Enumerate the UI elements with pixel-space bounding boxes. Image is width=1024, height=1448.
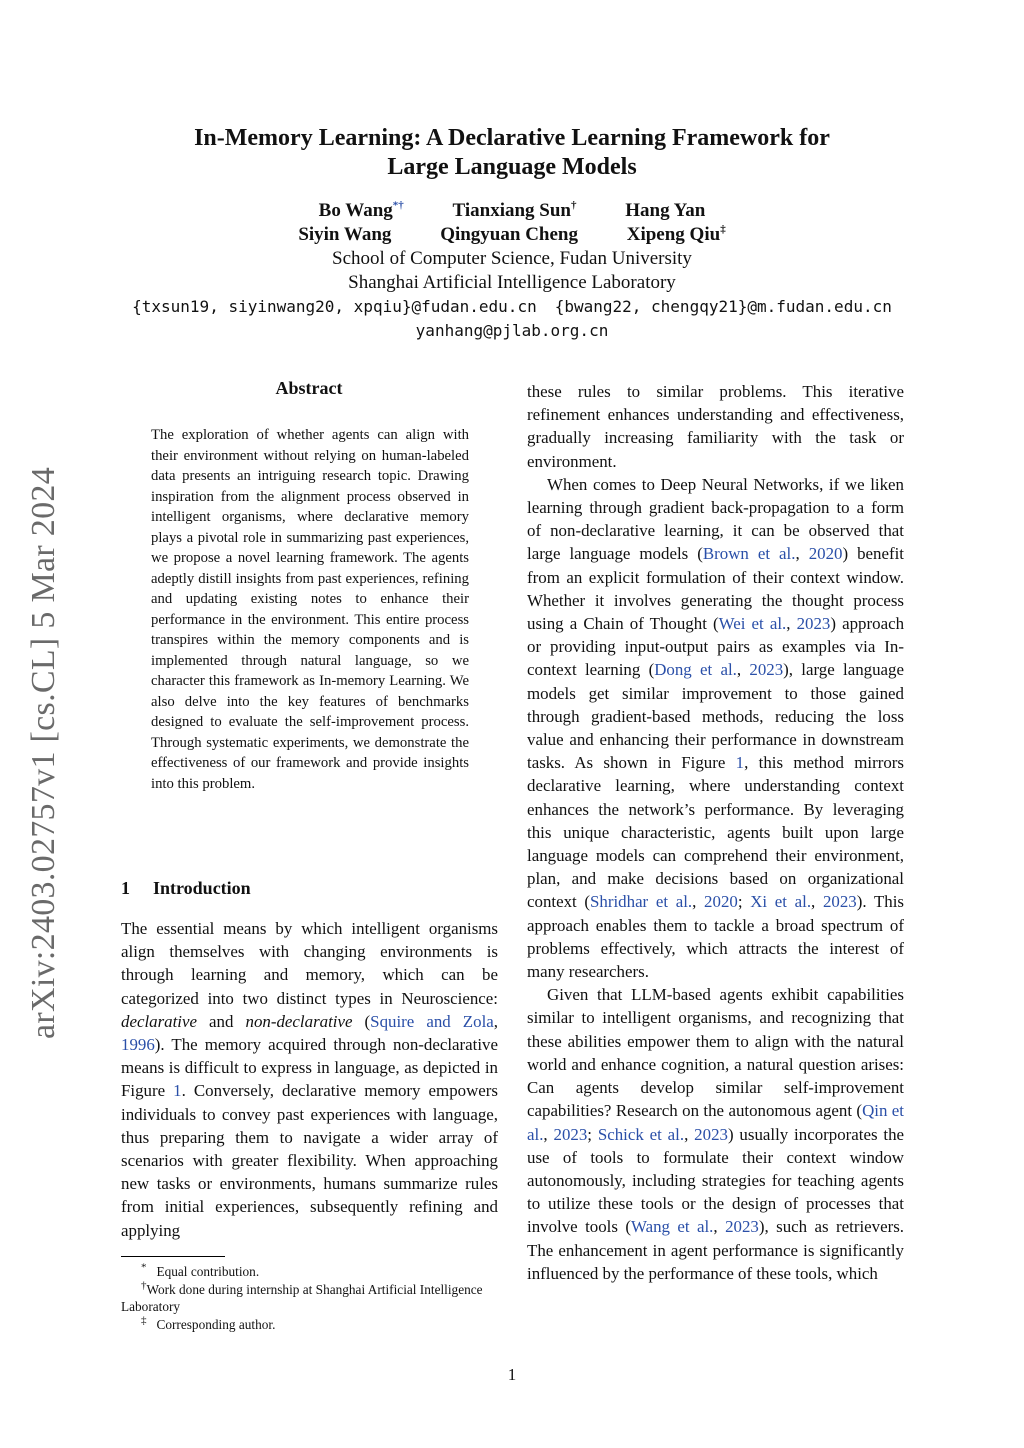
title-line-1: In-Memory Learning: A Declarative Learning Framework for	[194, 125, 830, 151]
right-column	[527, 380, 904, 1285]
affiliation-1: School of Computer Science, Fudan University	[332, 248, 692, 269]
author-name: Tianxiang Sun	[452, 200, 571, 221]
author-name: Siyin Wang	[298, 224, 392, 245]
citation-link[interactable]: Shridhar et al.	[590, 892, 693, 912]
section-title: Introduction	[153, 878, 251, 898]
author-siyin-wang	[298, 223, 391, 247]
paper-title	[120, 124, 904, 182]
right-paragraph-3: Given that LLM-based agents exhibit capabilities similar to intelligent organisms, and recognizing that these abilities empower them to align with the natural world and enhance cognition, a natural question arises: Can agents develop similar self-improvement capabilities? Research on the autonomous agent (Qin et al., 2023; Schick et al., 2023) usually incorporates the use of tools to formulate their context window autonomously, including strategies for teaching agents to utilize these tools or the design of processes that involve tools (Wang et al., 2023), such as retrievers. The enhancement in agent performance is significantly influenced by the performance of these tools, which	[527, 985, 905, 1283]
citation-link[interactable]: 2023	[725, 1217, 759, 1237]
author-mark: †	[571, 199, 577, 212]
author-name: Hang Yan	[625, 200, 706, 221]
arxiv-id: arXiv:2403.02757v1 [cs.CL] 5 Mar 2024	[25, 466, 62, 1040]
footnote-mark: ‡	[141, 1314, 147, 1327]
email-group-1: {txsun19, siyinwang20, xpqiu}@fudan.edu.cn	[132, 297, 537, 316]
citation-link[interactable]: 2023	[749, 660, 784, 680]
citation-link[interactable]: 2023	[822, 892, 857, 912]
figure-link[interactable]: 1	[735, 753, 745, 773]
citation-link[interactable]: Wei et al.	[718, 614, 787, 634]
author-name: Bo Wang	[318, 200, 393, 221]
author-row-2	[80, 223, 944, 247]
footnotes	[121, 1263, 498, 1333]
author-name: Qingyuan Cheng	[440, 224, 578, 245]
section-heading-introduction	[121, 878, 251, 899]
author-hang-yan	[625, 199, 705, 223]
citation-link[interactable]: Xi et al.	[750, 892, 812, 912]
page-number: 1	[507, 1365, 517, 1384]
citation-link[interactable]: Schick et al.	[597, 1124, 685, 1144]
citation-link[interactable]: 2023	[553, 1124, 588, 1144]
abstract-heading: Abstract	[275, 378, 343, 398]
author-tianxiang-sun	[453, 199, 577, 223]
footnote-mark: †	[141, 1279, 147, 1292]
title-line-2: Large Language Models	[387, 154, 637, 180]
author-name: Xipeng Qiu	[626, 224, 721, 245]
intro-paragraph-1: The essential means by which intelligent organisms align themselves with changing environments is through learning and memory, which can be categorized into two distinct types in Neuroscience: declarative and non-declarative (Squire and Zola, 1996). The memory acquired through non-declarative means is difficult to express in language, as depicted in Figure 1. Conversely, declarative memory empowers individuals to convey past experiences with language, thus preparing them to navigate a wider array of scenarios with greater flexibility. When approaching new tasks or environments, humans summarize rules from initial experiences, subsequently refining and applying	[121, 919, 498, 1240]
author-block	[80, 199, 944, 343]
citation-link[interactable]: Brown et al.	[702, 544, 796, 564]
footnote-rule	[121, 1256, 225, 1257]
footnote-text: Work done during internship at Shanghai Artificial Intelligence Laboratory	[121, 1281, 483, 1314]
section-number: 1	[121, 878, 130, 898]
citation-link[interactable]: 2023	[796, 614, 831, 634]
left-column	[121, 917, 498, 1242]
citation-link[interactable]: 2023	[694, 1124, 728, 1144]
right-paragraph-2: When comes to Deep Neural Networks, if we liken learning through gradient back-propagation to a form of non-declarative learning, it can be observed that large language models (Brown et al., 2020) benefit from an explicit formulation of their context window. Whether it involves generating the thought process using a Chain of Thought (Wei et al., 2023) approach or providing input-output pairs as examples via In-context learning (Dong et al., 2023), large language models get similar improvement to those gained through gradient-based methods, reducing the loss value and enhancing their performance in downstream tasks. As shown in Figure 1, this method mirrors declarative learning, where understanding context enhances the network’s performance. By leveraging this unique characteristic, agents built upon large language models can comprehend their environment, plan, and make decisions based on organizational context (Shridhar et al., 2020; Xi et al., 2023). This approach enables them to tackle a broad spectrum of problems effectively, which attracts the interest of many researchers.	[527, 474, 905, 982]
footnote-mark: *	[141, 1261, 147, 1274]
author-xipeng-qiu	[627, 223, 726, 247]
author-qingyuan-cheng	[440, 223, 578, 247]
citation-link[interactable]: 2020	[808, 544, 843, 564]
author-mark: ‡	[720, 223, 726, 236]
figure-link[interactable]: 1	[173, 1081, 182, 1101]
email-line-2: yanhang@pjlab.org.cn	[415, 321, 609, 340]
citation-link[interactable]: Squire and Zola	[370, 1011, 494, 1031]
arxiv-stamp	[20, 458, 68, 1048]
author-bo-wang	[319, 199, 404, 223]
footnote-3	[121, 1316, 498, 1334]
author-mark: *†	[392, 199, 404, 212]
footnote-text: Corresponding author.	[156, 1316, 276, 1332]
citation-link[interactable]: Dong et al.	[654, 660, 737, 680]
author-row-1	[80, 199, 944, 223]
right-paragraph-1: these rules to similar problems. This iterative refinement enhances understanding and effectiveness, gradually increasing familiarity with the task or environment.	[527, 382, 904, 471]
citation-link[interactable]: 1996	[121, 1035, 155, 1055]
citation-link[interactable]: Wang et al.	[630, 1217, 714, 1237]
citation-link[interactable]: Qin et al.	[527, 1101, 904, 1144]
citation-link[interactable]: 2020	[704, 892, 738, 912]
footnote-text: Equal contribution.	[156, 1264, 260, 1279]
footnote-1	[121, 1263, 498, 1281]
email-group-2: {bwang22, chengqy21}@m.fudan.edu.cn	[554, 297, 892, 316]
email-line-1	[80, 295, 944, 319]
footnote-2	[121, 1281, 498, 1316]
abstract-body: The exploration of whether agents can align with their environment without relying on human-labeled data presents an intriguing research topic. Drawing inspiration from the alignment process observed in intelligent organisms, where declarative memory plays a pivotal role in summarizing past experiences, we propose a novel learning framework. The agents adeptly distill insights from past experiences, refining and updating existing notes to enhance their performance in the environment. This entire process transpires within the memory components and is implemented through natural language, so we character this framework as In-memory Learning. We also delve into the key features of benchmarks designed to evaluate the self-improvement process. Through systematic experiments, we demonstrate the effectiveness of our framework and provide insights into this problem.	[151, 427, 469, 792]
affiliation-2: Shanghai Artificial Intelligence Laboratory	[348, 272, 676, 293]
